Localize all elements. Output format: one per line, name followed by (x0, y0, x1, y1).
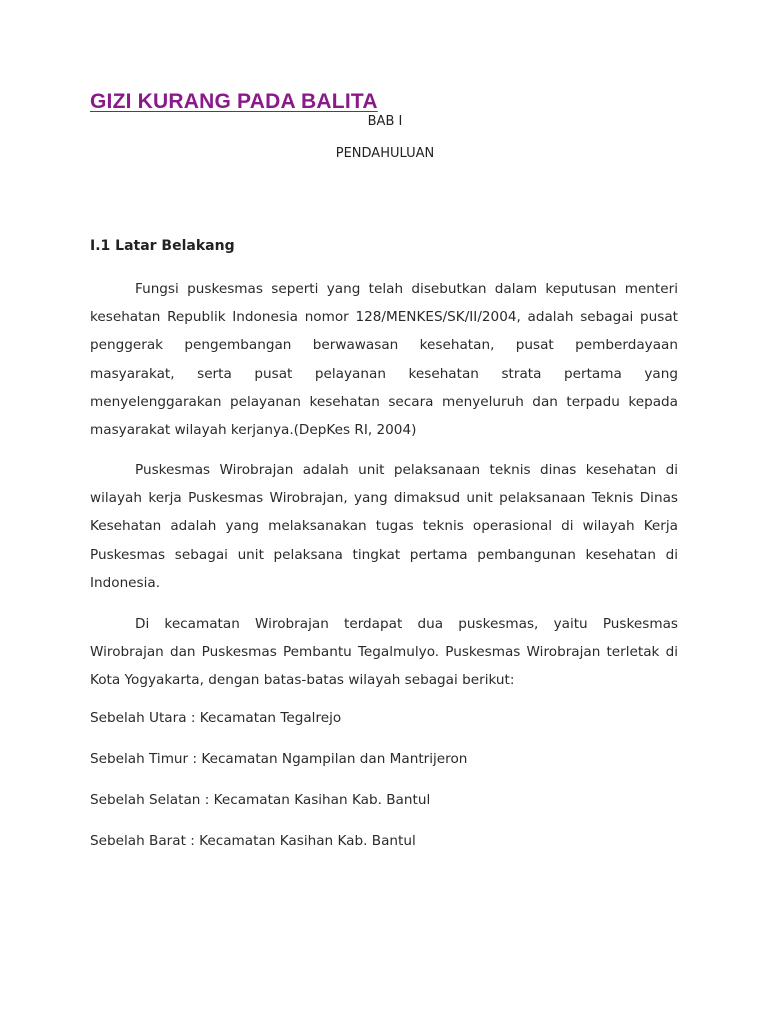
boundary-north: Sebelah Utara : Kecamatan Tegalrejo (90, 710, 342, 726)
paragraph-1 (90, 275, 678, 444)
chapter-number: BAB I (367, 114, 403, 129)
paragraph-2 (90, 456, 678, 597)
paragraph-text: Fungsi puskesmas seperti yang telah disebutkan dalam keputusan menteri kesehatan Republik Indonesia nomor 128/MENKES/SK/II/2004, adalah sebagai pusat penggerak pengembangan berwawasan kesehatan, pusat pemberdayaan masyarakat, serta pusat pelayanan kesehatan strata pertama yang menyelenggarakan pelayanan kesehatan secara menyeluruh dan terpadu kepada masyarakat wilayah kerjanya.(DepKes RI, 2004) (90, 281, 678, 439)
paragraph-text: Puskesmas Wirobrajan adalah unit pelaksanaan teknis dinas kesehatan di wilayah kerja Puskesmas Wirobrajan, yang dimaksud unit pelaksanaan Teknis Dinas Kesehatan adalah yang melaksanakan tugas teknis operasional di wilayah Kerja Puskesmas sebagai unit pelaksana tingkat pertama pembangunan kesehatan di Indonesia. (90, 462, 678, 591)
chapter-name: PENDAHULUAN (335, 146, 435, 161)
document-title: GIZI KURANG PADA BALITA (90, 90, 378, 113)
boundary-east: Sebelah Timur : Kecamatan Ngampilan dan Mantrijeron (90, 751, 468, 767)
boundary-west: Sebelah Barat : Kecamatan Kasihan Kab. Bantul (90, 833, 416, 849)
paragraph-3 (90, 610, 678, 695)
section-heading: I.1 Latar Belakang (90, 238, 235, 254)
boundary-south: Sebelah Selatan : Kecamatan Kasihan Kab. Bantul (90, 792, 431, 808)
paragraph-text: Di kecamatan Wirobrajan terdapat dua puskesmas, yaitu Puskesmas Wirobrajan dan Puskesmas Pembantu Tegalmulyo. Puskesmas Wirobrajan terletak di Kota Yogyakarta, dengan batas-batas wilayah sebagai berikut: (90, 616, 678, 689)
